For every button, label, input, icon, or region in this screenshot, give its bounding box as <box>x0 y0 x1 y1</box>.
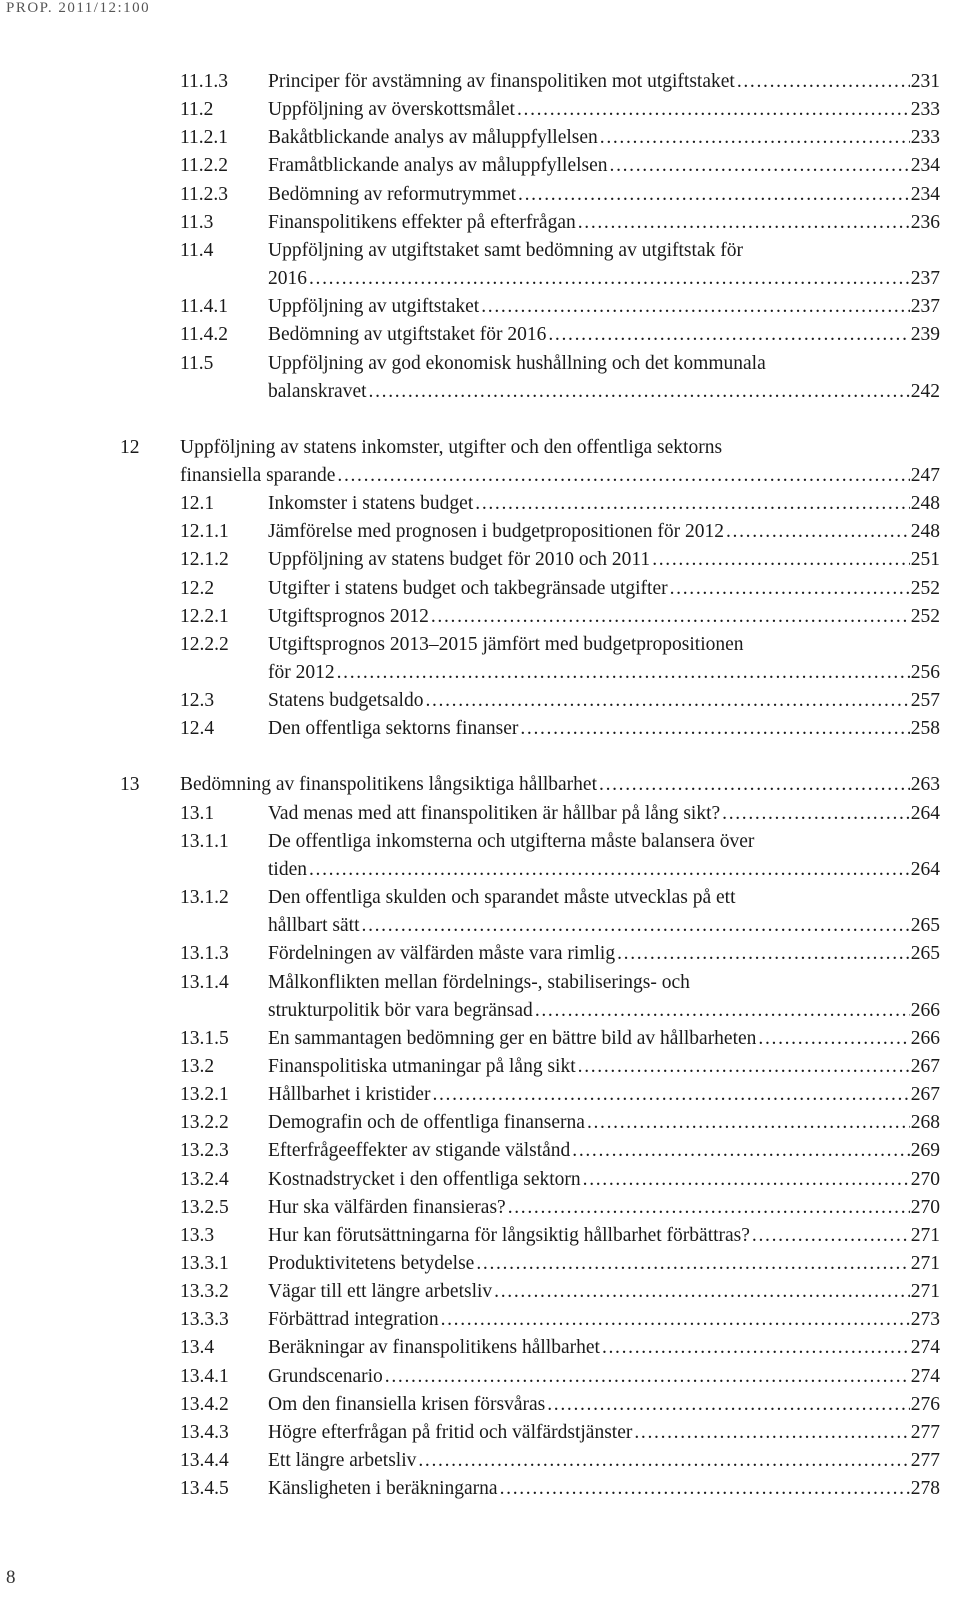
dot-leader <box>476 1250 909 1278</box>
toc-entry-page: 274 <box>910 1337 940 1359</box>
toc-entry-title: Hur ska välfärden finansieras? <box>268 1196 506 1218</box>
toc-entry-number: 11.1.3 <box>180 71 229 92</box>
toc-entry[interactable] <box>0 1306 960 1334</box>
toc-entry-title: Känsligheten i beräkningarna <box>268 1478 498 1500</box>
toc-entry-title: Utgiftsprognos 2012 <box>268 605 429 627</box>
toc-entry-title: Förbättrad integration <box>268 1309 439 1331</box>
dot-leader <box>337 462 909 490</box>
dot-leader <box>517 96 910 124</box>
toc-entry-title: Den offentliga sektorns finanser <box>268 718 519 740</box>
toc-entry-number: 13 <box>120 774 140 796</box>
toc-entry-title: Uppföljning av statens inkomster, utgifter och den offentliga sektorns <box>180 436 723 458</box>
toc-entry-number: 12.2.2 <box>180 633 229 655</box>
dot-leader <box>634 1419 909 1447</box>
toc-entry-page: 234 <box>910 183 940 205</box>
toc-entry-title: Bakåtblickande analys av måluppfyllelsen <box>268 127 598 149</box>
toc-entry[interactable] <box>0 856 960 884</box>
toc-entry-title: tiden <box>268 858 307 880</box>
toc-entry-title: Ett längre arbetsliv <box>268 1450 417 1472</box>
dot-leader <box>369 378 910 406</box>
toc-entry[interactable] <box>0 912 960 940</box>
dot-leader <box>309 856 910 884</box>
toc-entry[interactable] <box>0 124 960 152</box>
toc-entry-page: 271 <box>910 1281 940 1303</box>
toc-entry-number: 12.3 <box>180 690 215 712</box>
toc-entry-title: Om den finansiella krisen försvåras <box>268 1393 546 1415</box>
toc-entry-number: 13.3.2 <box>180 1281 229 1303</box>
toc-entry[interactable] <box>0 434 960 462</box>
dot-leader <box>547 1391 910 1419</box>
toc-entry-number: 12.2.1 <box>180 605 229 627</box>
toc-entry-number: 13.2.1 <box>180 1084 229 1106</box>
toc-entry-number: 11.2.2 <box>180 155 229 177</box>
toc-entry-number: 13.2.5 <box>180 1196 229 1218</box>
toc-entry[interactable] <box>0 1053 960 1081</box>
toc-entry-number: 13.2.2 <box>180 1112 229 1134</box>
toc-entry-title: Uppföljning av överskottsmålet <box>268 99 515 121</box>
toc-entry-page: 258 <box>910 718 940 740</box>
toc-entry-page: 231 <box>910 71 940 92</box>
toc-entry-number: 12.1 <box>180 493 215 515</box>
toc-entry[interactable] <box>0 1250 960 1278</box>
toc-entry-page: 267 <box>910 1084 940 1106</box>
dot-leader <box>337 659 910 687</box>
toc-entry-number: 13.2 <box>180 1055 215 1077</box>
toc-entry-title: strukturpolitik bör vara begränsad <box>268 999 533 1021</box>
dot-leader <box>722 800 910 828</box>
dot-leader <box>599 771 910 799</box>
toc-entry-number: 13.1.5 <box>180 1027 229 1049</box>
dot-leader <box>758 1025 909 1053</box>
toc-entry-number: 11.2.3 <box>180 183 229 205</box>
toc-entry-number: 11.2 <box>180 99 214 121</box>
dot-leader <box>508 1194 910 1222</box>
toc-entry[interactable] <box>0 350 960 378</box>
toc-entry[interactable] <box>0 68 960 96</box>
toc-entry-page: 266 <box>910 1027 940 1049</box>
toc-entry-title: Hållbarhet i kristider <box>268 1084 431 1106</box>
toc-entry-title: En sammantagen bedömning ger en bättre bild av hållbarheten <box>268 1027 757 1049</box>
toc-entry-page: 257 <box>910 690 940 712</box>
toc-entry-title: Principer för avstämning av finanspolitiken mot utgiftstaket <box>268 71 735 92</box>
toc-entry-page: 233 <box>910 127 940 149</box>
toc-entry-title: Finanspolitiska utmaningar på lång sikt <box>268 1055 576 1077</box>
dot-leader <box>494 1278 910 1306</box>
toc-entry[interactable] <box>0 1278 960 1306</box>
toc-entry-number: 11.5 <box>180 352 214 374</box>
toc-entry-title: Målkonflikten mellan fördelnings-, stabiliserings- och <box>268 971 690 993</box>
toc-entry-page: 263 <box>910 774 940 796</box>
toc-entry-title: Vägar till ett längre arbetsliv <box>268 1281 493 1303</box>
toc-entry-title: hållbart sätt <box>268 915 360 937</box>
dot-leader <box>548 321 909 349</box>
toc-entry-title: Grundscenario <box>268 1365 383 1387</box>
toc-entry[interactable] <box>0 237 960 265</box>
dot-leader <box>385 1363 910 1391</box>
toc-entry[interactable] <box>0 546 960 574</box>
dot-leader <box>578 209 910 237</box>
toc-entry[interactable] <box>0 378 960 406</box>
toc-entry-page: 278 <box>910 1478 940 1500</box>
toc-entry-title: Bedömning av finanspolitikens långsiktiga hållbarhet <box>180 774 598 796</box>
toc-entry[interactable] <box>0 1081 960 1109</box>
toc-entry[interactable] <box>0 1166 960 1194</box>
toc-entry[interactable] <box>0 1109 960 1137</box>
dot-leader <box>610 152 910 180</box>
toc-entry-number: 12.2 <box>180 577 215 599</box>
dot-leader <box>652 546 910 574</box>
toc-entry-title: Den offentliga skulden och sparandet måste utvecklas på ett <box>268 887 736 909</box>
toc-entry[interactable] <box>0 884 960 912</box>
toc-entry-page: 256 <box>910 662 940 683</box>
dot-leader <box>309 265 910 293</box>
dot-leader <box>520 715 909 743</box>
toc-entry-number: 13.3.3 <box>180 1309 229 1331</box>
toc-entry-page: 265 <box>910 943 940 965</box>
toc-entry-number: 12 <box>120 436 140 458</box>
toc-entry-title: Vad menas med att finanspolitiken är hållbar på lång sikt? <box>268 802 721 824</box>
toc-entry-title: Jämförelse med prognosen i budgetpropositionen för 2012 <box>268 521 724 543</box>
dot-leader <box>431 603 910 631</box>
toc-entry[interactable] <box>0 462 960 490</box>
toc-entry[interactable] <box>0 518 960 546</box>
toc-entry-number: 13.4 <box>180 1337 215 1359</box>
dot-leader <box>670 575 910 603</box>
toc-entry-number: 13.4.2 <box>180 1393 229 1415</box>
dot-leader <box>362 912 910 940</box>
toc-entry-page: 236 <box>910 211 940 233</box>
dot-leader <box>600 124 910 152</box>
toc-entry-page: 268 <box>910 1112 940 1134</box>
toc-entry-number: 12.4 <box>180 718 215 740</box>
dot-leader <box>475 490 909 518</box>
toc-entry-title: Framåtblickande analys av måluppfyllelsen <box>268 155 608 177</box>
dot-leader <box>602 1334 910 1362</box>
dot-leader <box>432 1081 909 1109</box>
toc-entry-number: 12.1.2 <box>180 549 229 571</box>
toc-entry[interactable] <box>0 321 960 349</box>
toc-entry[interactable] <box>0 828 960 856</box>
toc-entry-title: Beräkningar av finanspolitikens hållbarhet <box>268 1337 600 1359</box>
toc-entry-page: 264 <box>910 802 940 824</box>
running-head: PROP. 2011/12:100 <box>6 0 151 16</box>
toc-entry-title: Utgifter i statens budget och takbegränsade utgifter <box>268 577 668 599</box>
toc-entry-page: 270 <box>910 1168 940 1190</box>
toc-entry-title: balanskravet <box>268 380 367 402</box>
toc-entry-number: 13.1.3 <box>180 943 229 965</box>
toc-entry-title: Produktivitetens betydelse <box>268 1253 475 1274</box>
toc-entry-number: 13.2.4 <box>180 1168 229 1190</box>
toc-entry[interactable] <box>0 1222 960 1250</box>
dot-leader <box>737 68 910 96</box>
dot-leader <box>441 1306 910 1334</box>
toc-entry-title: Uppföljning av statens budget för 2010 och 2011 <box>268 549 651 571</box>
toc-entry-title: Bedömning av reformutrymmet <box>268 183 517 205</box>
toc-entry[interactable] <box>0 603 960 631</box>
toc-entry-title: Inkomster i statens budget <box>268 493 474 515</box>
dot-leader <box>572 1137 909 1165</box>
toc-entry-page: 270 <box>910 1196 940 1218</box>
dot-leader <box>587 1109 910 1137</box>
toc-entry-title: Bedömning av utgiftstaket för 2016 <box>268 324 547 346</box>
toc-entry-title: Högre efterfrågan på fritid och välfärdstjänster <box>268 1421 633 1443</box>
toc-entry-page: 271 <box>910 1224 940 1246</box>
toc-entry-number: 11.4 <box>180 239 214 261</box>
toc-entry-number: 13.4.3 <box>180 1421 229 1443</box>
toc-entry[interactable] <box>0 490 960 518</box>
dot-leader <box>578 1053 910 1081</box>
dot-leader <box>500 1475 910 1503</box>
toc-entry[interactable] <box>0 1363 960 1391</box>
toc-entry-page: 248 <box>910 521 940 543</box>
toc-entry-number: 13.1.1 <box>180 830 229 852</box>
toc-entry-number: 11.4.1 <box>180 296 229 318</box>
toc-entry-number: 13.2.3 <box>180 1140 229 1162</box>
toc-entry-number: 13.1.4 <box>180 971 229 993</box>
toc-entry[interactable] <box>0 265 960 293</box>
toc-entry[interactable] <box>0 1447 960 1475</box>
toc-entry-page: 264 <box>910 858 940 880</box>
toc-entry-page: 242 <box>910 380 940 402</box>
toc-entry[interactable] <box>0 969 960 997</box>
toc-entry-number: 13.4.1 <box>180 1365 229 1387</box>
toc-entry-page: 247 <box>910 464 940 486</box>
dot-leader <box>418 1447 909 1475</box>
dot-leader <box>481 293 910 321</box>
toc-entry-title: De offentliga inkomsterna och utgifterna måste balansera över <box>268 830 755 852</box>
toc-entry-number: 12.1.1 <box>180 521 229 543</box>
toc-entry-number: 13.3 <box>180 1224 215 1246</box>
toc-entry[interactable] <box>0 209 960 237</box>
toc-entry[interactable] <box>0 1334 960 1362</box>
dot-leader <box>617 940 910 968</box>
toc-entry-page: 234 <box>910 155 940 177</box>
toc-entry-page: 233 <box>910 99 940 121</box>
toc-entry[interactable] <box>0 1419 960 1447</box>
dot-leader <box>425 687 909 715</box>
toc-entry[interactable] <box>0 715 960 743</box>
dot-leader <box>535 997 910 1025</box>
toc-entry-page: 237 <box>910 268 940 290</box>
toc-entry-number: 13.4.5 <box>180 1478 229 1500</box>
toc-entry[interactable] <box>0 152 960 180</box>
toc-entry-page: 252 <box>910 577 940 599</box>
toc-entry[interactable] <box>0 1391 960 1419</box>
dot-leader <box>726 518 910 546</box>
toc-entry-page: 251 <box>910 549 940 571</box>
toc-entry-page: 273 <box>910 1309 940 1331</box>
toc-entry-page: 269 <box>910 1140 940 1162</box>
toc-entry[interactable] <box>0 1025 960 1053</box>
toc-entry-page: 271 <box>910 1253 940 1274</box>
toc-entry-number: 11.4.2 <box>180 324 229 346</box>
toc-entry-number: 11.2.1 <box>180 127 229 149</box>
page-number: 8 <box>6 1567 16 1588</box>
toc-entry[interactable] <box>0 631 960 659</box>
toc-entry-page: 266 <box>910 999 940 1021</box>
toc-entry-number: 13.1.2 <box>180 887 229 909</box>
toc-entry-title: Statens budgetsaldo <box>268 690 424 712</box>
toc-entry[interactable] <box>0 687 960 715</box>
toc-entry-number: 11.3 <box>180 211 214 233</box>
toc-entry-title: Hur kan förutsättningarna för långsiktig hållbarhet förbättras? <box>268 1224 750 1246</box>
toc-entry[interactable] <box>0 1137 960 1165</box>
toc-entry-title: finansiella sparande <box>180 464 336 486</box>
toc-entry[interactable] <box>0 800 960 828</box>
toc-entry-title: Fördelningen av välfärden måste vara rimlig <box>268 943 616 965</box>
toc-entry-page: 265 <box>910 915 940 937</box>
toc-entry-title: Uppföljning av utgiftstaket samt bedömning av utgiftstak för <box>268 239 743 261</box>
toc-entry[interactable] <box>0 997 960 1025</box>
toc-entry[interactable] <box>0 181 960 209</box>
toc-entry[interactable] <box>0 1475 960 1503</box>
toc-entry[interactable] <box>0 293 960 321</box>
toc-entry-page: 239 <box>910 324 940 346</box>
toc-entry-title: Kostnadstrycket i den offentliga sektorn <box>268 1168 581 1190</box>
toc-entry-title: Uppföljning av god ekonomisk hushållning och det kommunala <box>268 352 766 374</box>
toc-entry-page: 277 <box>910 1450 940 1472</box>
toc-entry-number: 13.3.1 <box>180 1253 229 1274</box>
toc-entry[interactable] <box>0 96 960 124</box>
dot-leader <box>752 1222 910 1250</box>
toc-entry[interactable] <box>0 940 960 968</box>
toc-entry-title: för 2012 <box>268 662 335 683</box>
toc-entry-page: 274 <box>910 1365 940 1387</box>
toc-entry-title: Demografin och de offentliga finanserna <box>268 1112 585 1134</box>
toc-entry[interactable] <box>0 771 960 799</box>
toc-entry-title: 2016 <box>268 268 307 290</box>
toc-entry-title: Efterfrågeeffekter av stigande välstånd <box>268 1140 571 1162</box>
toc-entry-page: 248 <box>910 493 940 515</box>
toc-entry-page: 267 <box>910 1055 940 1077</box>
toc-entry-page: 276 <box>910 1393 940 1415</box>
toc-entry[interactable] <box>0 575 960 603</box>
toc-entry-title: Uppföljning av utgiftstaket <box>268 296 480 318</box>
dot-leader <box>583 1166 910 1194</box>
toc-entry-page: 237 <box>910 296 940 318</box>
toc-entry[interactable] <box>0 659 960 687</box>
toc-entry-page: 277 <box>910 1421 940 1443</box>
toc-entry-title: Utgiftsprognos 2013–2015 jämfört med budgetpropositionen <box>268 633 744 655</box>
toc-entry-number: 13.1 <box>180 802 215 824</box>
toc-entry-page: 252 <box>910 605 940 627</box>
toc-entry-title: Finanspolitikens effekter på efterfrågan <box>268 211 576 233</box>
dot-leader <box>518 181 910 209</box>
toc-entry-number: 13.4.4 <box>180 1450 229 1472</box>
toc-entry[interactable] <box>0 1194 960 1222</box>
